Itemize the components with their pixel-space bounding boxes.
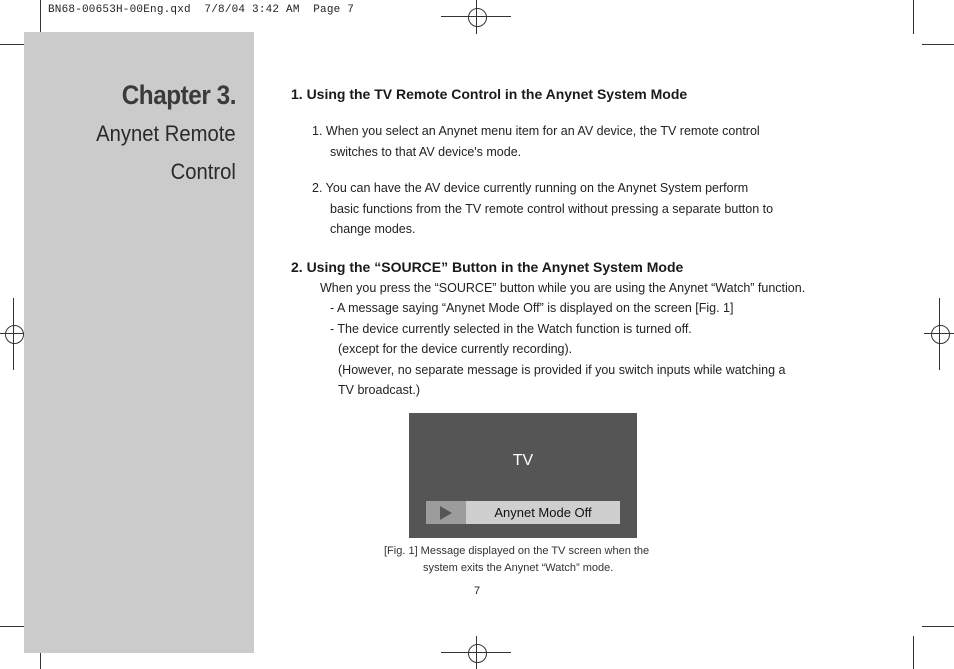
anynet-mode-off-bar <box>426 501 620 524</box>
section2-line: - The device currently selected in the Watch function is turned off. <box>330 322 692 336</box>
section2-line: (except for the device currently recording). <box>338 342 573 356</box>
section1-line: switches to that AV device's mode. <box>330 145 522 159</box>
section1-heading: 1. Using the TV Remote Control in the Anynet System Mode <box>291 86 688 102</box>
section2-line: - A message saying “Anynet Mode Off” is displayed on the screen [Fig. 1] <box>330 301 734 315</box>
section2-line: (However, no separate message is provided if you switch inputs while watching a <box>338 363 786 377</box>
section1-line: basic functions from the TV remote control without pressing a separate button to <box>330 202 774 216</box>
chapter-subtitle-line2: Control <box>170 159 236 184</box>
print-header: BN68-00653H-00Eng.qxd 7/8/04 3:42 AM Page 7 <box>48 4 355 16</box>
anynet-mode-off-label: Anynet Mode Off <box>494 505 592 520</box>
tv-screen-figure <box>409 413 637 538</box>
section1-line: change modes. <box>330 222 416 236</box>
section1-line: 1. When you select an Anynet menu item for an AV device, the TV remote control <box>312 124 760 138</box>
section1-line: 2. You can have the AV device currently running on the Anynet System perform <box>312 181 749 195</box>
section2-line: When you press the “SOURCE” button while you are using the Anynet “Watch” function. <box>320 281 806 295</box>
section2-heading: 2. Using the “SOURCE” Button in the Anynet System Mode <box>291 259 684 275</box>
figure-caption-line2: system exits the Anynet “Watch” mode. <box>423 562 614 574</box>
chapter-title: Chapter 3. <box>121 80 236 110</box>
section2-line: TV broadcast.) <box>338 383 420 397</box>
figure-caption-line1: [Fig. 1] Message displayed on the TV screen when the <box>384 545 650 557</box>
page-number: 7 <box>474 585 481 597</box>
play-triangle-icon <box>426 501 466 524</box>
chapter-subtitle-line1: Anynet Remote <box>96 121 236 146</box>
tv-screen-title: TV <box>512 452 534 469</box>
